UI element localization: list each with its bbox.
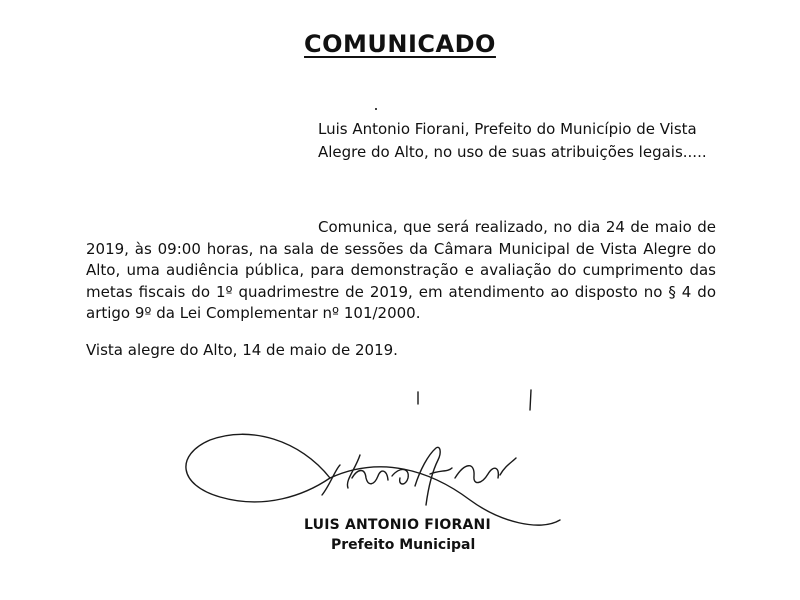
document-title: COMUNICADO [304,30,496,58]
intro-paragraph: Luis Antonio Fiorani, Prefeito do Município de Vista Alegre do Alto, no uso de suas atribuições legais..... [318,120,707,161]
signatory-role: Prefeito Municipal [331,537,476,553]
signatory-name: LUIS ANTONIO FIORANI [304,517,491,533]
body-paragraph: Comunica, que será realizado, no dia 24 de maio de 2019, às 09:00 horas, na sala de sessões da Câmara Municipal de Vista Alegre do Alto, uma audiência pública, para demonstração e avaliação do cumprimento das metas fiscais do 1º quadrimestre de 2019, em atendimento ao disposto no § 4 do artigo 9º da Lei Complementar nº 101/2000. [86,218,716,322]
place-date-line: Vista alegre do Alto, 14 de maio de 2019. [86,341,398,359]
scan-speck [375,108,377,110]
